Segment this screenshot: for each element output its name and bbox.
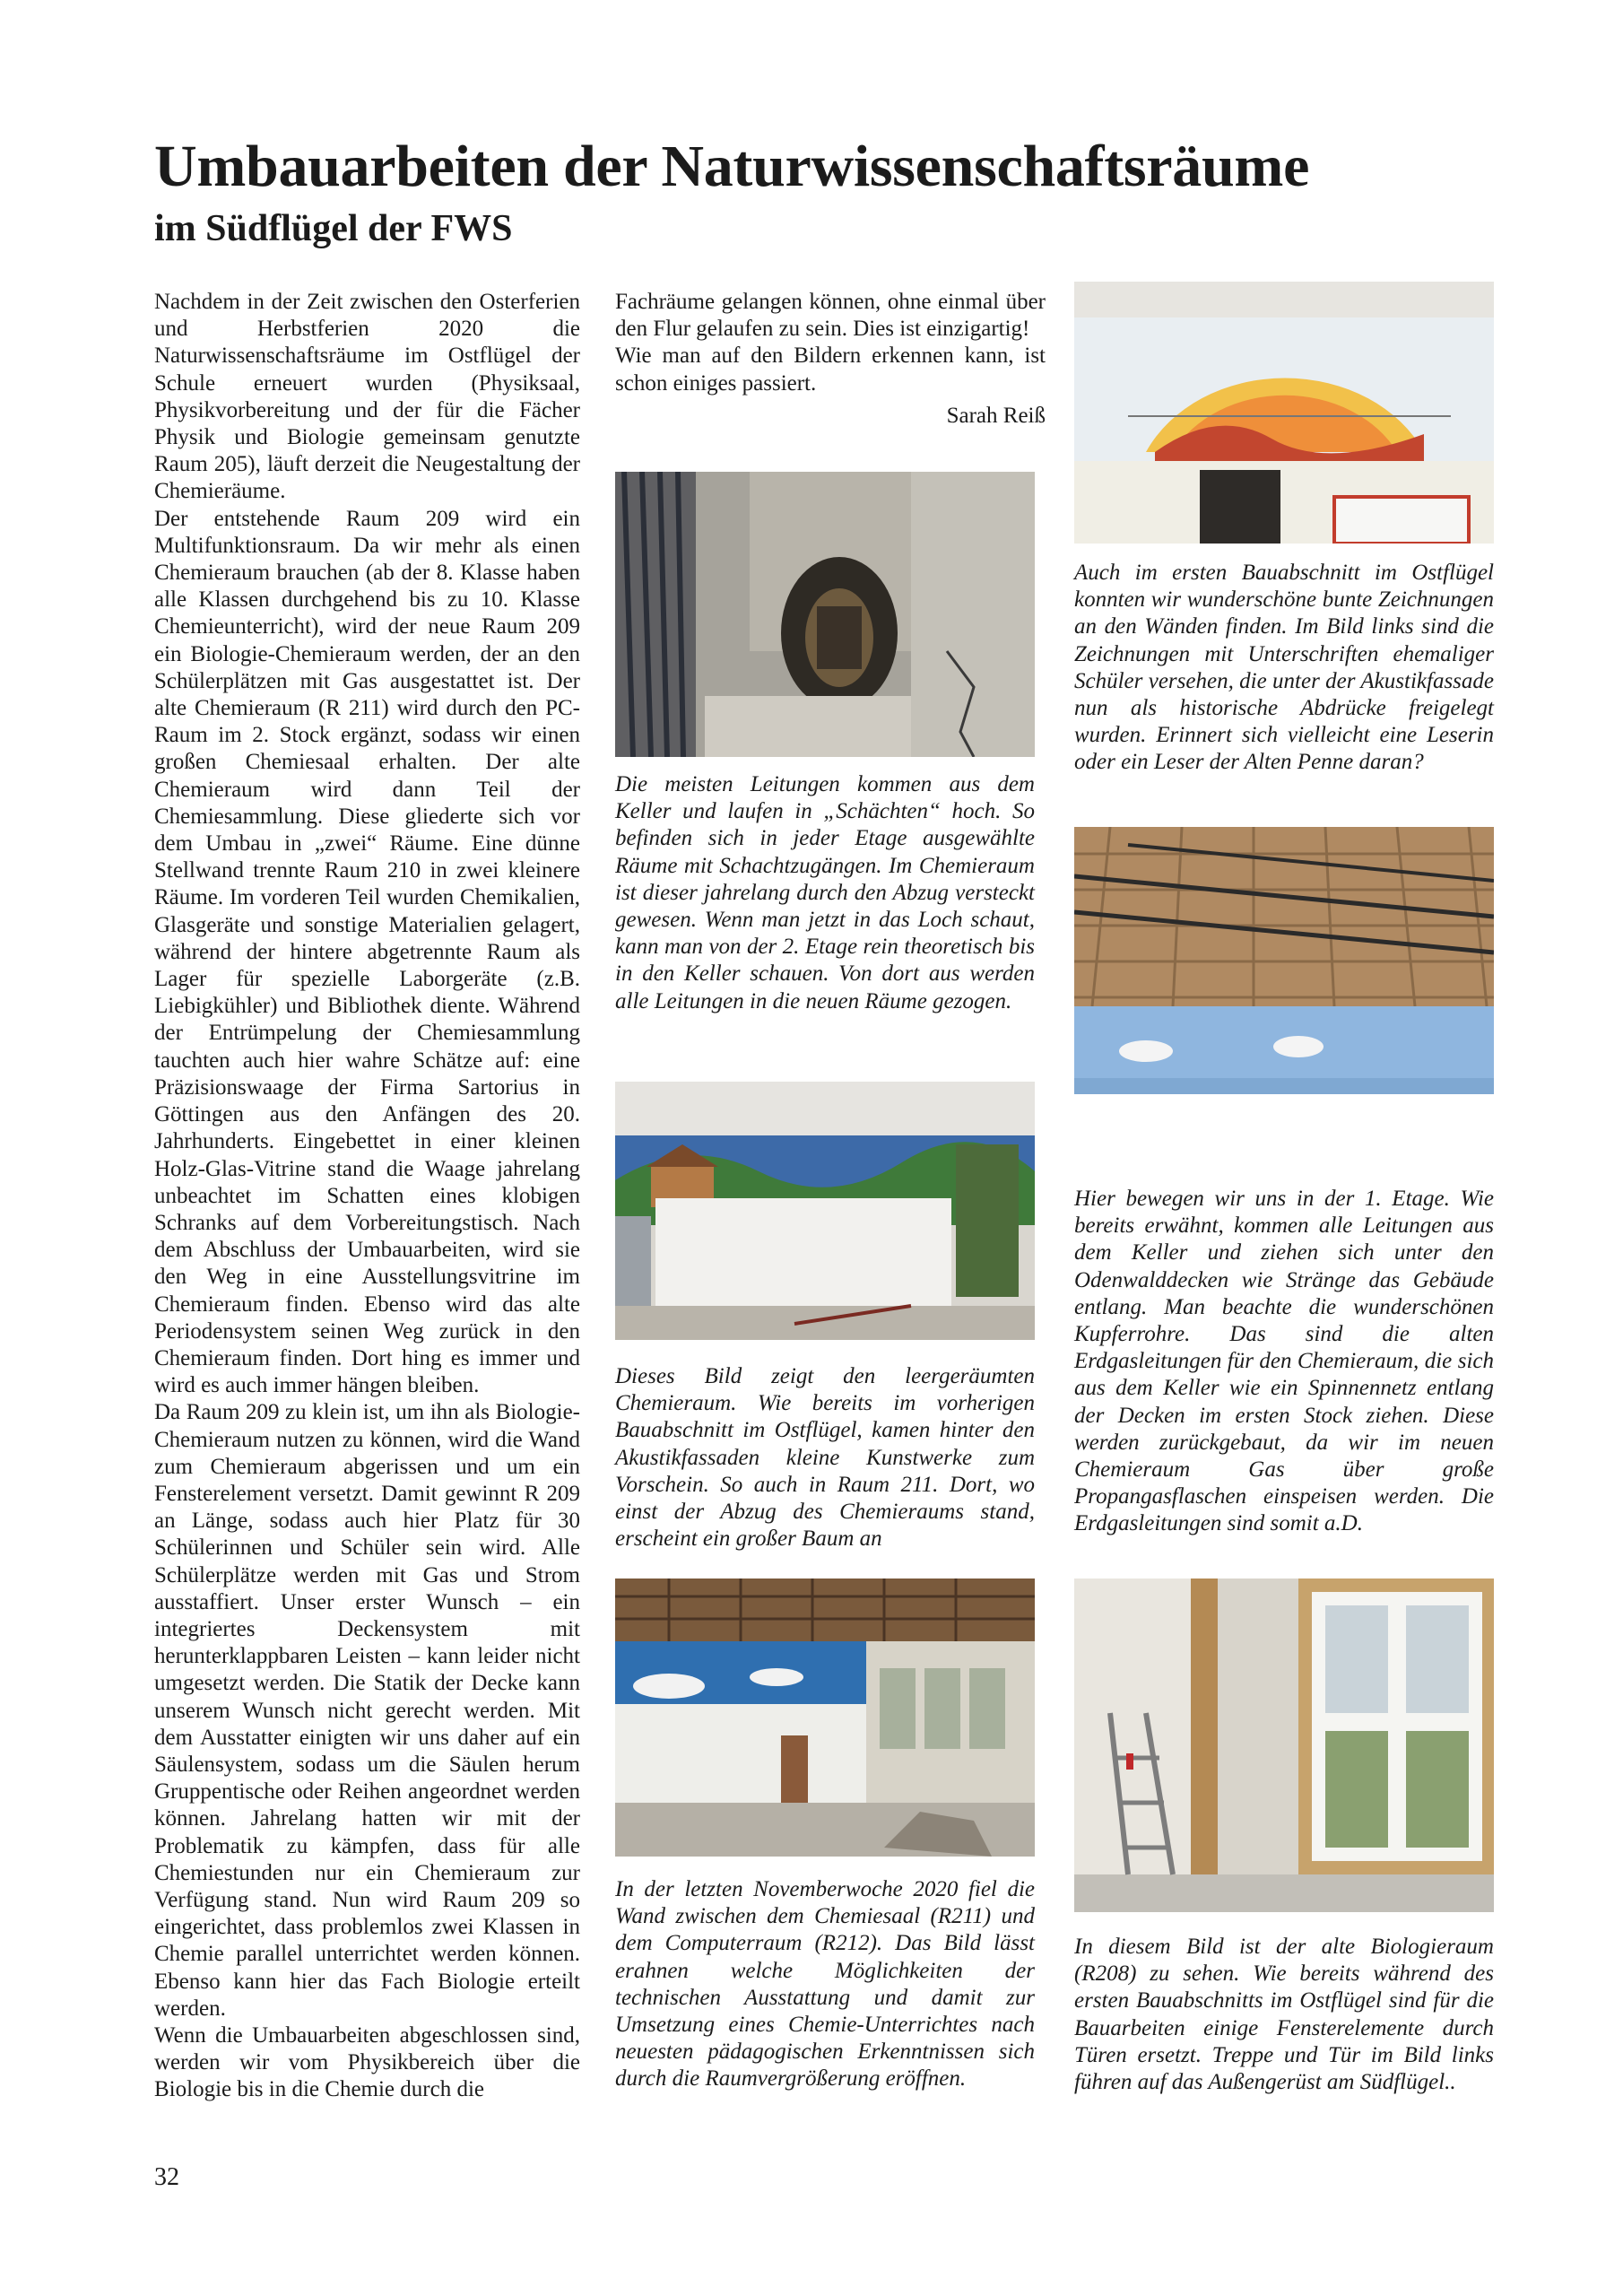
chemistry-room-photo [615,1082,1035,1340]
caption-shaft: Die meisten Leitungen kommen aus dem Keller und laufen in „Schächten“ hoch. So befinden sich in jeder Etage ausgewählte Räume mit Schachtzugängen. Im Chemieraum ist dieser jahrelang durch den Abzug versteckt gewesen. Wenn man jetzt in das Loch schaut, kann man von der 2. Etage rein theoretisch bis in den Keller schauen. Von dort aus werden alle Leitungen in die neuen Räume gezogen. [615,772,1035,1013]
body-paragraph: Fachräume gelangen können, ohne einmal über den Flur gelaufen zu sein. Dies ist einzigartig! [615,290,1046,342]
article-subtitle: im Südflügel der FWS [154,208,513,249]
caption-ceiling-pipes: Hier bewegen wir uns in der 1. Etage. Wie bereits erwähnt, kommen alle Leitungen aus dem Keller und ziehen sich unter den Odenwalddecken wie Stränge das Gebäude entlang. Man beachte die wunderschönen Kupferrohre. Das sind die alten Erdgasleitungen für den Chemieraum, die sich aus dem Keller wie ein Spinnennetz entlang der Decken im ersten Stock ziehen. Diese werden zurückgebaut, da wir im neuen Chemieraum Gas über große Propangasflaschen einspeisen werden. Die Erdgasleitungen sind somit a.D. [1074,1187,1494,1536]
body-column-2 [615,289,1046,430]
caption-sunset-mural: Auch im ersten Bauabschnitt im Ostflügel konnten wir wunderschöne bunte Zeichnungen an den Wänden finden. Im Bild links sind die Zeichnungen mit Unterschriften ehemaliger Schüler versehen, die unter der Akustikfassade nun als historische Abdrücke freigelegt wurden. Erinnert sich vielleicht eine Leserin oder ein Leser der Alten Penne daran? [1074,561,1494,775]
body-column-1 [154,289,580,2104]
shaft-photo [615,472,1035,757]
body-paragraph: Da Raum 209 zu klein ist, um ihn als Biologie-Chemieraum nutzen zu können, wird die Wand zum Chemieraum abgerissen und um ein Fensterelement versetzt. Damit gewinnt R 209 an Länge, sodass auch hier Platz für 30 Schülerinnen und Schüler sein wird. Alle Schülerplätze werden mit Gas und Strom ausstaffiert. Unser erster Wunsch – ein integriertes Deckensystem mit herunterklappbaren Leisten – kann leider nicht umgesetzt werden. Die Statik der Decke kann unserem Wunsch nicht gerecht werden. Mit dem Ausstatter einigten wir uns daher auf ein Säulensystem, sodass um die Säulen herum Gruppentische oder Reihen angeordnet werden können. Jahrelang hatten wir mit der Problematik zu kämpfen, dass für alle Chemiestunden nur ein Chemieraum zur Verfügung stand. Nun wird Raum 209 so eingerichtet, dass problemlos zwei Klassen in Chemie parallel unterrichtet werden können. Ebenso kann hier das Fach Biologie erteilt werden. [154,1400,580,2021]
body-paragraph: Wenn die Umbauarbeiten abgeschlossen sind, werden wir vom Physikbereich über die Biologie bis in die Chemie durch die [154,2023,580,2102]
body-paragraph: Wie man auf den Bildern erkennen kann, ist schon einiges passiert. [615,344,1046,396]
caption-wall-opened: In der letzten Novemberwoche 2020 fiel die Wand zwischen dem Chemiesaal (R211) und dem Computerraum (R212). Das Bild lässt erahnen welche Möglichkeiten der technischen Ausstattung und damit zur Umsetzung eines Chemie-Unterrichtes nach neuesten pädagogischen Erkenntnissen sich durch die Raumvergrößerung eröffnen. [615,1877,1035,2092]
caption-biology-room: In diesem Bild ist der alte Biologieraum (R208) zu sehen. Wie bereits während des ersten Bauabschnitts im Ostflügel sind für die Bauarbeiten einige Fensterelemente durch Türen ersetzt. Treppe und Tür im Bild links führen auf das Außengerüst am Südflügel.. [1074,1935,1494,2095]
article-title: Umbauarbeiten der Naturwissenschaftsräume [154,134,1310,199]
body-paragraph: Der entstehende Raum 209 wird ein Multifunktionsraum. Da wir mehr als einen Chemieraum brauchen (ab der 8. Klasse haben alle Klassen durchgehend bis zu 10. Klasse Chemieunterricht), wird der neue Raum 209 ein Biologie-Chemieraum werden, der an den Schülerplätzen mit Gas ausgestattet ist. Der alte Chemieraum (R 211) wird durch den PC-Raum im 2. Stock ergänzt, sodass wir einen großen Chemiesaal erhalten. Der alte Chemieraum wird dann Teil der Chemiesammlung. Diese gliederte sich vor dem Umbau in „zwei“ Räume. Eine dünne Stellwand trennte Raum 210 in zwei kleinere Räume. Im vorderen Teil wurden Chemikalien, Glasgeräte und sonstige Materialien gelagert, während der hintere abgetrennte Raum als Lager für spezielle Laborgeräte (z.B. Liebigkühler) und Bibliothek diente. Während der Entrümpelung der Chemiesammlung tauchten auch hier wahre Schätze auf: eine Präzisionswaage der Firma Sartorius in Göttingen aus den Anfängen des 20. Jahrhunderts. Eingebettet in einer kleinen Holz-Glas-Vitrine stand die Waage jahrelang unbeachtet im Schatten eines klobigen Schranks auf dem Vorbereitungstisch. Nach dem Abschluss der Umbauarbeiten, wird sie den Weg in eine Ausstellungsvitrine im Chemieraum finden. Ebenso wird das alte Periodensystem seinen Weg zurück in den Chemieraum finden. Dort hing es immer und wird es auch immer hängen bleiben. [154,506,580,1398]
page-number: 32 [154,2163,179,2191]
wall-opened-photo [615,1578,1035,1857]
ceiling-pipes-photo [1074,827,1494,1094]
author-name: Sarah Reiß [946,403,1046,428]
sunset-mural-photo [1074,282,1494,544]
caption-chemistry-room: Dieses Bild zeigt den leergeräumten Chemieraum. Wie bereits im vorherigen Bauabschnitt im Ostflügel, kamen hinter den Akustikfassaden kleine Kunstwerke zum Vorschein. So auch in Raum 211. Dort, wo einst der Abzug des Chemieraums stand, erscheint ein großer Baum an [615,1364,1035,1552]
biology-room-photo [1074,1578,1494,1912]
body-paragraph: Nachdem in der Zeit zwischen den Osterferien und Herbstferien 2020 die Naturwissenschaftsräume im Ostflügel der Schule erneuert wurden (Physiksaal, Physikvorbereitung und der für die Fächer Physik und Biologie gemeinsam genutzte Raum 205), läuft derzeit die Neugestaltung der Chemieräume. [154,290,580,504]
